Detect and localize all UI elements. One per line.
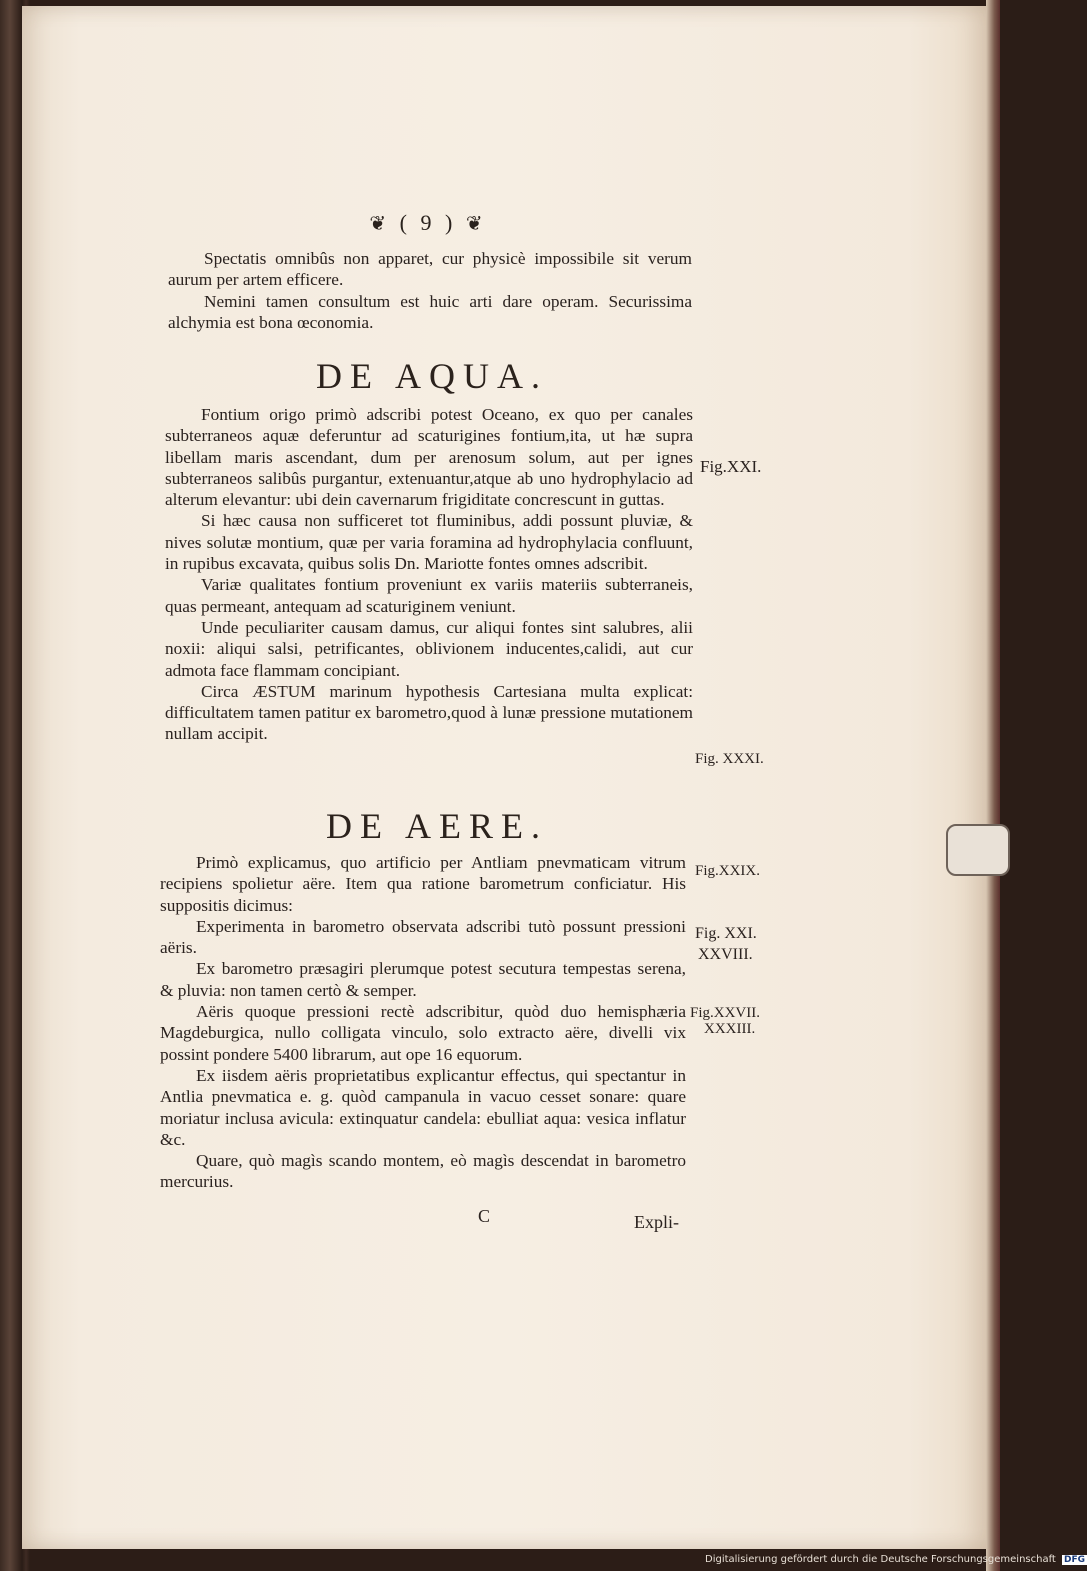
intro-paragraph: Nemini tamen consultum est huic arti dare operam. Securissima alchymia est bona œconomia. (168, 291, 692, 332)
catchword: Expli- (634, 1212, 679, 1232)
margin-note: Fig.XXVII. (690, 1005, 760, 1021)
section-title-aqua: DE AQUA. (316, 356, 548, 396)
intro-text (168, 248, 692, 333)
aqua-paragraph: Unde peculiariter causam damus, cur aliqui fontes sint salubres, alii noxii: aliqui salsi, petrificantes, oblivionem inducentes,calidi, aut cur admota face flammam concipiant. (165, 617, 693, 680)
margin-note: XXXIII. (704, 1021, 756, 1037)
aere-paragraph: Ex barometro præsagiri plerumque potest secutura tempestas serena, & pluvia: non tamen certò & semper. (160, 959, 686, 1000)
footer-text: Digitalisierung gefördert durch die Deutsche Forschungsgemeinschaft (705, 1554, 1056, 1565)
dfg-logo: DFG (1064, 1555, 1086, 1565)
aere-paragraph: Quare, quò magìs scando montem, eò magìs descendat in barometro mercurius. (160, 1151, 686, 1192)
aqua-paragraph: Circa ÆSTUM marinum hypothesis Cartesiana multa explicat: difficultatem tamen patitur ex barometro,quod à lunæ pressione mutationem nullam accipit. (165, 681, 693, 744)
aqua-paragraph: Si hæc causa non sufficeret tot fluminibus, addi possunt pluviæ, & nives solutæ montium, quæ per varia foramina ad hydrophylacia confluunt, in rupibus excavata, quibus solis Dn. Mariotte fontes omnes adscribit. (165, 511, 693, 574)
aqua-text (165, 404, 693, 745)
bookmark-tab (946, 824, 1010, 876)
right-ornament-icon: ❦ (465, 213, 487, 235)
margin-note: Fig. XXXI. (695, 751, 764, 767)
intro-paragraph: Spectatis omnibûs non apparet, cur physicè impossibile sit verum aurum per artem efficere. (168, 249, 692, 290)
page-number: ( 9 ) (399, 210, 457, 235)
section-title-aere: DE AERE. (326, 806, 548, 846)
footer-credit (705, 1554, 1087, 1565)
aere-paragraph: Experimenta in barometro observata adscribi tutò possunt pressioni aëris. (160, 916, 686, 958)
signature-mark: C (478, 1206, 491, 1226)
page-header (338, 210, 518, 240)
aere-paragraph: Aëris quoque pressioni rectè adscribitur, quòd duo hemisphæria Magdeburgica, nullo colligata vinculo, solo extracto aëre, divelli vix possint pondere 5400 librarum, aut ope 16 equorum. (160, 1002, 686, 1064)
aere-text (160, 852, 686, 1193)
margin-note: XXVIII. (698, 946, 753, 963)
page-edge (986, 0, 1000, 1571)
left-ornament-icon: ❦ (369, 213, 391, 235)
aere-paragraph: Primò explicamus, quo artificio per Antliam pnevmaticam vitrum recipiens spolietur aëre. Item qua ratione barometrum conficiatur. His suppositis dicimus: (160, 853, 686, 915)
margin-note: Fig. XXI. (695, 925, 757, 942)
margin-note: Fig.XXIX. (695, 863, 761, 879)
aere-paragraph: Ex iisdem aëris proprietatibus explicantur effectus, qui spectantur in Antlia pnevmatica e. g. quòd campanula in vacuo cesset sonare: quare moriatur inclusa avicula: extinquatur candela: ebulliat aqua: vesica inflatur &c. (160, 1065, 686, 1149)
aqua-paragraph: Fontium origo primò adscribi potest Oceano, ex quo per canales subterraneos aquæ deferuntur ad scaturigines fontium,ita, ut hæ supra libellam maris ascendant, dum per arenosum solum, aut per ignes subterraneos salibûs purgantur, extenuantur,atque ab uno hydrophylacio ad alterum elevantur: ubi dein cavernarum frigiditate concrescunt in guttas. (165, 405, 693, 510)
aqua-paragraph: Variæ qualitates fontium proveniunt ex variis materiis subterraneis, quas permeant, antequam ad scaturiginem veniunt. (165, 575, 693, 616)
margin-note: Fig.XXI. (700, 457, 762, 476)
